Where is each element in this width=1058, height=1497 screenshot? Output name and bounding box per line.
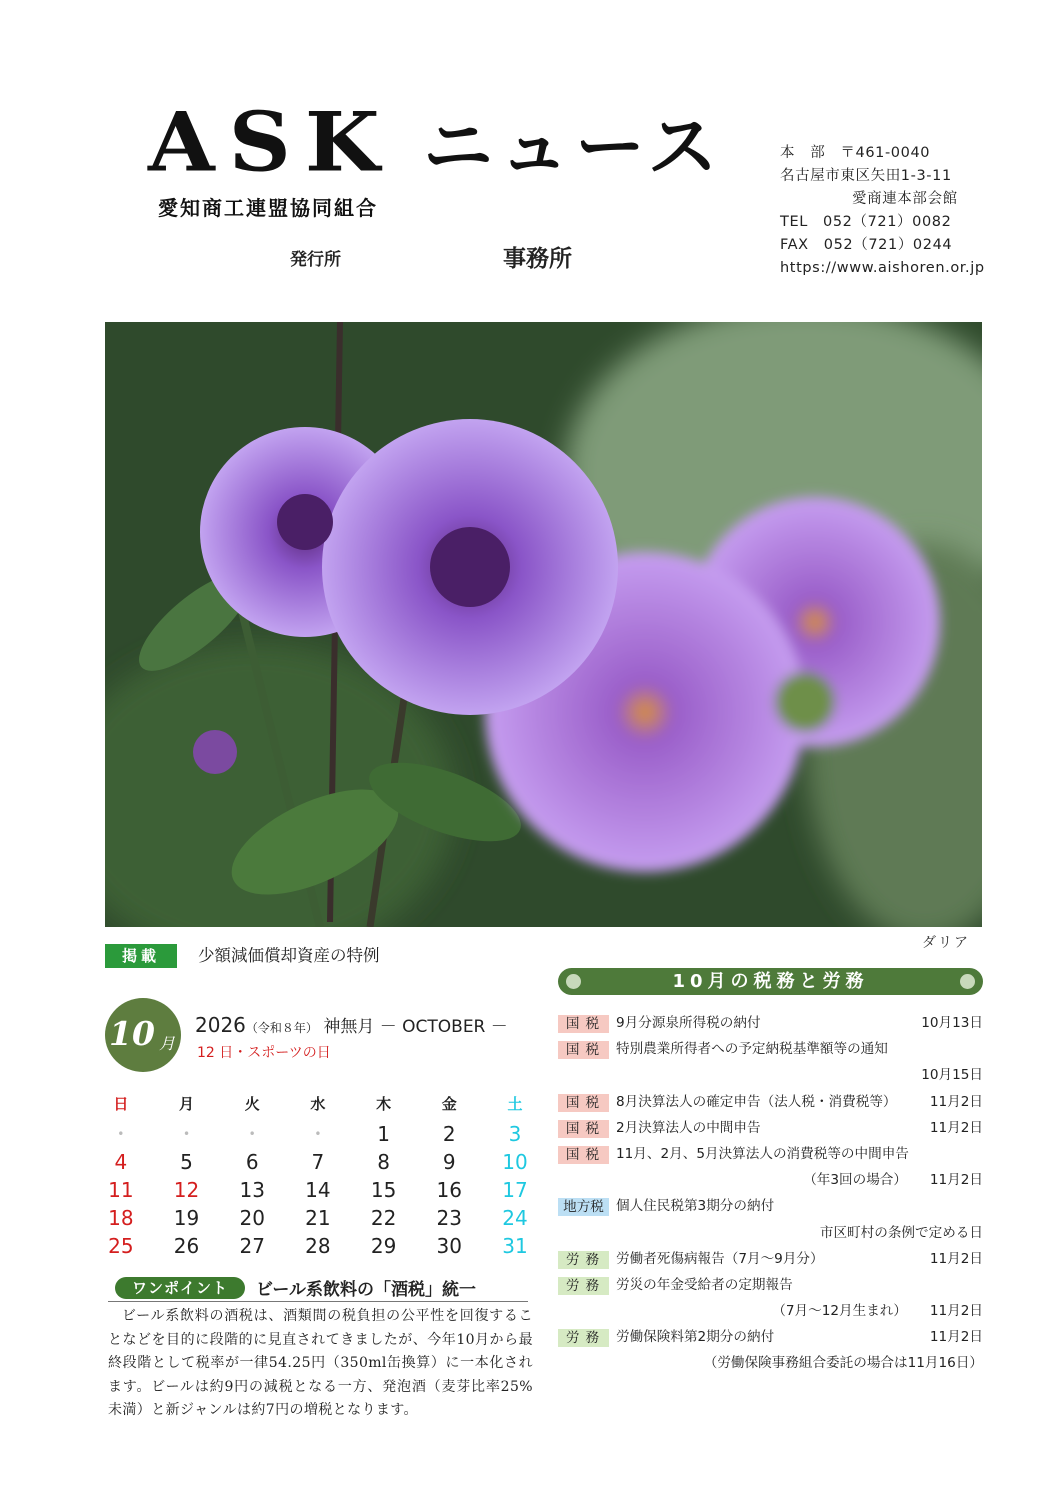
header-dot-right <box>960 974 975 989</box>
schedule-item: 労働者死傷病報告（7月～9月分） <box>616 1250 824 1267</box>
onepoint-body: ビール系飲料の酒税は、酒類間の税負担の公平性を回復することなどを目的に段階的に見直されてきましたが、今年10月から最終段階として税率が一律54.25円（350ml缶換算）に一本化されます。ビールは約9円の減税となる一方、発泡酒（麦芽比率25%未満）と新ジャンルは約7円の増税となります。 <box>108 1308 533 1419</box>
schedule-row-continued <box>558 1062 983 1088</box>
calendar-day: 4 <box>114 1150 128 1174</box>
calendar-day: 13 <box>239 1178 265 1202</box>
address-tel: TEL 052（721）0082 <box>780 214 952 230</box>
calendar-day: 27 <box>239 1234 265 1258</box>
calendar-month-name: 神無月 － OCTOBER － <box>323 1017 508 1037</box>
schedule-row <box>558 1010 983 1036</box>
dahlia-photo <box>105 322 982 927</box>
calendar-day: 9 <box>442 1150 456 1174</box>
schedule-date: 11月2日 <box>929 1172 983 1189</box>
calendar-day-empty: • <box>117 1127 125 1141</box>
category-badge-national-tax: 国税 <box>558 1094 609 1112</box>
masthead <box>148 94 748 280</box>
dahlia-illustration <box>105 322 982 927</box>
weekday-wed: 水 <box>310 1095 326 1113</box>
schedule-row-continued <box>558 1350 983 1376</box>
schedule-date: 11月2日 <box>929 1119 983 1136</box>
calendar-day: 10 <box>502 1150 528 1174</box>
brand-logo: ASK <box>148 94 394 191</box>
schedule-note: （年3回の場合） <box>803 1172 907 1189</box>
brand-news-title: ニュース <box>423 106 724 188</box>
schedule-header <box>558 968 983 995</box>
month-unit: 月 <box>159 1034 176 1053</box>
calendar-day-empty: • <box>248 1127 256 1141</box>
calendar-day: 19 <box>173 1206 200 1230</box>
header-dot-left <box>566 974 581 989</box>
calendar-day: 1 <box>377 1122 390 1146</box>
calendar-day: 18 <box>108 1206 134 1230</box>
category-badge-local-tax: 地方税 <box>558 1198 609 1216</box>
address-url[interactable]: https://www.aishoren.or.jp <box>780 260 985 276</box>
schedule-date: 11月2日 <box>929 1329 983 1346</box>
calendar-day: 22 <box>370 1206 397 1230</box>
schedule-item: 9月分源泉所得税の納付 <box>616 1015 761 1031</box>
calendar-day: 29 <box>370 1234 397 1258</box>
calendar-day-empty: • <box>182 1127 191 1141</box>
category-badge-national-tax: 国税 <box>558 1120 609 1138</box>
calendar-week <box>88 1120 548 1148</box>
calendar-weekday-row <box>88 1090 548 1120</box>
calendar-day: 20 <box>239 1206 265 1230</box>
calendar-day: 6 <box>245 1150 259 1174</box>
calendar-day: 25 <box>108 1234 134 1258</box>
calendar-day: 8 <box>377 1150 390 1174</box>
onepoint-title: ビール系飲料の「酒税」統一 <box>256 1280 476 1300</box>
schedule-note: （7月～12月生まれ） <box>772 1303 907 1320</box>
schedule-note: （労働保険事務組合委託の場合は11月16日） <box>703 1355 983 1372</box>
calendar-day: 17 <box>502 1178 528 1202</box>
weekday-sun: 日 <box>113 1095 129 1113</box>
calendar-day: 31 <box>502 1234 528 1258</box>
schedule-item: 特別農業所得者への予定納税基準額等の通知 <box>616 1041 888 1058</box>
schedule-row <box>558 1036 983 1062</box>
schedule-date: 10月13日 <box>921 1015 983 1031</box>
schedule-date: 11月2日 <box>929 1303 983 1320</box>
address-street: 名古屋市東区矢田1-3-11 <box>780 168 952 184</box>
weekday-fri: 金 <box>441 1095 457 1113</box>
category-badge-national-tax: 国税 <box>558 1041 609 1059</box>
calendar-day: 30 <box>436 1234 462 1258</box>
calendar-day: 28 <box>305 1234 331 1258</box>
schedule-date: 11月2日 <box>929 1250 983 1267</box>
schedule-row <box>558 1193 983 1219</box>
schedule-date: 11月2日 <box>929 1093 983 1110</box>
schedule-title: 10月の税務と労務 <box>672 971 869 992</box>
weekday-sat: 土 <box>507 1095 523 1113</box>
calendar-day: 23 <box>436 1206 462 1230</box>
calendar-day: 16 <box>436 1178 462 1202</box>
office-label: 事務所 <box>503 245 572 272</box>
organization-name: 愛知商工連盟協同組合 <box>158 196 378 220</box>
calendar-heading <box>195 1012 508 1037</box>
photo-caption: ダリア <box>922 935 970 951</box>
category-badge-national-tax: 国税 <box>558 1015 609 1033</box>
schedule-row <box>558 1089 983 1115</box>
weekday-mon: 月 <box>179 1095 195 1113</box>
weekday-thu: 木 <box>376 1095 392 1113</box>
schedule-row <box>558 1272 983 1298</box>
schedule-item: 労働保険料第2期分の納付 <box>616 1329 775 1346</box>
category-badge-labor: 労務 <box>558 1251 609 1269</box>
calendar-day: 7 <box>311 1150 325 1174</box>
schedule-row-continued <box>558 1220 983 1246</box>
schedule-item: 2月決算法人の中間申告 <box>616 1119 761 1136</box>
address-building: 愛商連本部会館 <box>852 191 958 207</box>
calendar-week <box>88 1148 548 1176</box>
category-badge-labor: 労務 <box>558 1329 609 1347</box>
calendar-era: （令和８年） <box>245 1021 318 1035</box>
calendar-grid <box>88 1090 548 1260</box>
schedule-note: 市区町村の条例で定める日 <box>819 1224 983 1241</box>
category-badge-national-tax: 国税 <box>558 1146 609 1164</box>
feature-title[interactable]: 少額減価償却資産の特例 <box>198 946 380 965</box>
schedule-row-continued <box>558 1167 983 1193</box>
schedule-item: 11月、2月、5月決算法人の消費税等の中間申告 <box>616 1145 909 1162</box>
calendar-day-holiday: 12 <box>173 1178 200 1202</box>
calendar-day: 21 <box>305 1206 331 1230</box>
schedule-item: 労災の年金受給者の定期報告 <box>616 1276 793 1293</box>
schedule-row <box>558 1115 983 1141</box>
publisher-label: 発行所 <box>290 250 341 270</box>
calendar-day: 26 <box>173 1234 200 1258</box>
schedule-row-continued <box>558 1298 983 1324</box>
onepoint-divider <box>108 1301 528 1302</box>
address-hq: 本 部 〒461-0040 <box>780 145 931 161</box>
calendar-day-empty: • <box>314 1127 322 1141</box>
calendar-day: 3 <box>508 1122 522 1146</box>
schedule-list <box>558 1010 983 1377</box>
calendar-day: 5 <box>180 1150 193 1174</box>
office-address <box>780 142 985 280</box>
calendar-year: 2026 <box>195 1013 246 1037</box>
calendar-week <box>88 1176 548 1204</box>
schedule-row <box>558 1246 983 1272</box>
schedule-item: 個人住民税第3期分の納付 <box>616 1198 775 1215</box>
category-badge-labor: 労務 <box>558 1277 609 1295</box>
weekday-tue: 火 <box>244 1095 260 1113</box>
schedule-item: 8月決算法人の確定申告（法人税・消費税等） <box>616 1093 897 1110</box>
schedule-row <box>558 1324 983 1350</box>
calendar-holiday-note: 12 日・スポーツの日 <box>197 1045 331 1061</box>
calendar-day: 11 <box>108 1178 134 1202</box>
calendar-week <box>88 1232 548 1260</box>
month-number: 10 <box>109 1014 155 1053</box>
calendar-day: 24 <box>502 1206 528 1230</box>
schedule-row <box>558 1141 983 1167</box>
onepoint-tag: ワンポイント <box>115 1277 245 1299</box>
calendar-day: 15 <box>370 1178 397 1202</box>
calendar-week <box>88 1204 548 1232</box>
calendar-day: 2 <box>442 1122 456 1146</box>
feature-tag: 掲載 <box>105 944 177 968</box>
calendar-day: 14 <box>305 1178 331 1202</box>
address-fax: FAX 052（721）0244 <box>780 237 953 253</box>
schedule-date: 10月15日 <box>921 1067 983 1084</box>
month-badge <box>105 998 181 1072</box>
